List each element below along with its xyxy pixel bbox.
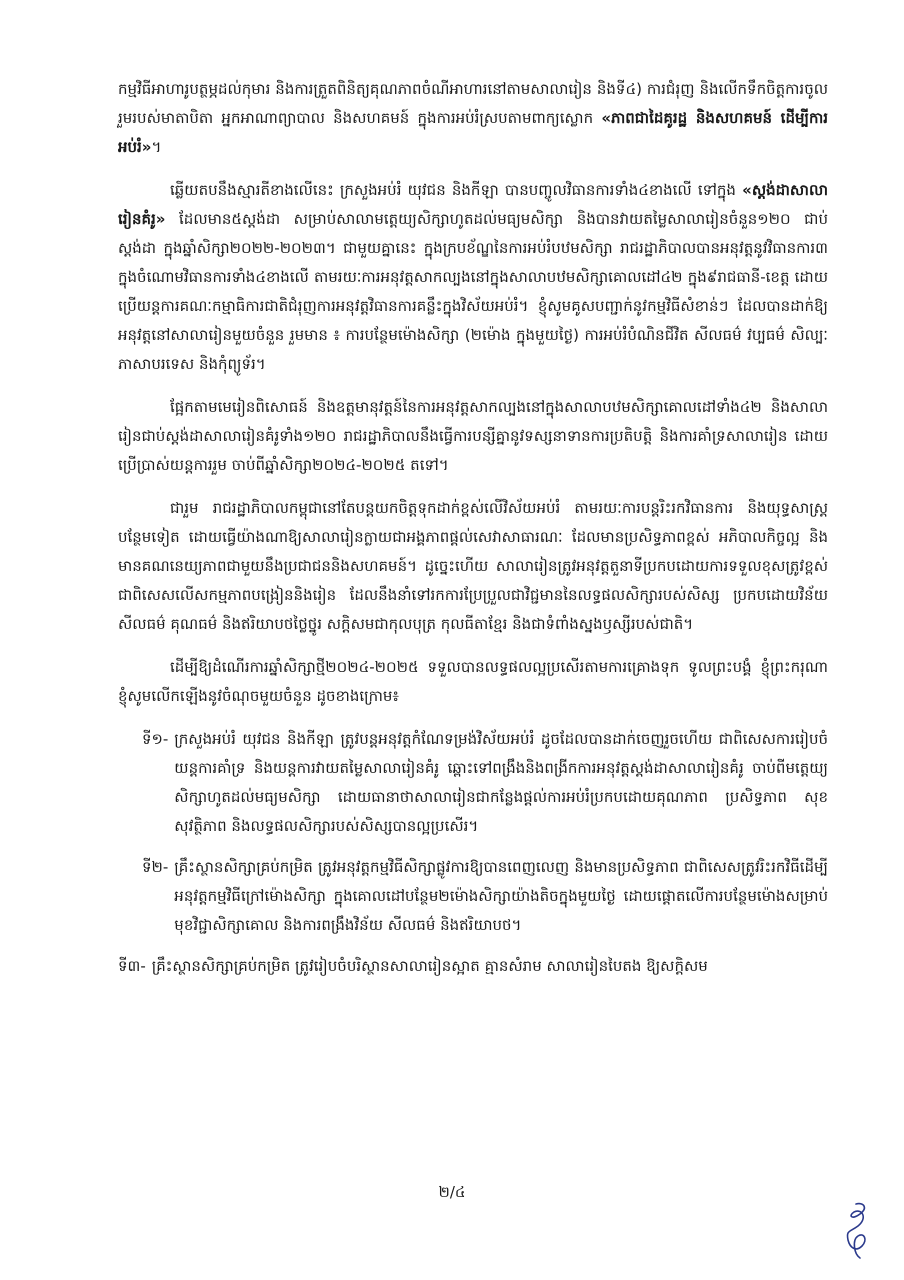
paragraph-3: ផ្អែកតាមមេរៀនពិសោធន៍ និងឧត្តមានុវត្តន៍នៃការអនុវត្តសាកល្បងនៅក្នុងសាលាបឋមសិក្សាគោលដៅទាំង៤២ និងសាលារៀនជាប់ស្តង់ដាសាលារៀនគំរូទាំង១២០ រាជរដ្ឋាភិបាលនឹងធ្វើការបន្សីគ្នានូវទស្សនាទានការប្រតិបត្តិ និងការគាំទ្រសាលារៀន ដោយប្រើប្រាស់យន្តការរួម ចាប់ពីឆ្នាំសិក្សា២០២៤-២០២៥ តទៅ។ (118, 398, 828, 474)
model-school-standard-quote: «ស្តង់ដាសាលារៀនគំរូ» (118, 181, 828, 228)
list-item-3-text: គ្រឹះស្ថានសិក្សាគ្រប់កម្រិត ត្រូវរៀបចំបរិស្ថានសាលារៀនស្អាត គ្មានសំរាម សាលារៀនបៃតង ឱ្យសក្តិសម (151, 957, 708, 975)
slogan-quote: «ភាពជាដៃគូរដ្ឋ និងសហគមន៍ ដើម្បីការអប់រំ» (118, 109, 829, 156)
list-item-3-label: ទី៣- (118, 957, 146, 975)
paragraph-2-text-c: ដែលមាន៥ស្តង់ដា សម្រាប់សាលាមត្តេយ្យសិក្សាហូតដល់មធ្យមសិក្សា និងបានវាយតម្លៃសាលារៀនចំនួន១២០ ជាប់ស្តង់ដា ក្នុងឆ្នាំសិក្សា២០២២-២០២៣។ ជាមួយគ្នានេះ ក្នុងក្របខ័ណ្ឌនៃការអប់រំបឋមសិក្សា រាជរដ្ឋាភិបាលបានអនុវត្តនូវវិធានការ៣ ក្នុងចំណោមវិធានការទាំង៤ខាងលើ តាមរយៈការអនុវត្តសាកល្បងនៅក្នុងសាលាបឋមសិក្សាគោលដៅ៤២ ក្នុង៩រាជធានី-ខេត្ត ដោយប្រើយន្តការគណៈកម្មាធិការជាតិជំរុញការអនុវត្តវិធានការគន្លឹះក្នុងវិស័យអប់រំ។ ខ្ញុំសូមគូសបញ្ជាក់នូវកម្មវិធីសំខាន់ៗ ដែលបានដាក់ឱ្យអនុវត្តនៅសាលារៀនមួយចំនួន រួមមាន ៖ ការបន្ថែមម៉ោងសិក្សា (២ម៉ោង ក្នុងមួយថ្ងៃ) ការអប់រំបំណិនជីវិត សីលធម៌ វប្បធម៌ សិល្បៈ ភាសាបរទេស និងកុំព្យូទ័រ។ (118, 210, 828, 373)
paragraph-5: ដើម្បីឱ្យដំណើរការឆ្នាំសិក្សាថ្មី២០២៤-២០២៥ ទទួលបានលទ្ធផលល្អប្រសើរតាមការគ្រោងទុក ទូលព្រះបង្គំ ខ្ញុំព្រះករុណា ខ្ញុំសូមលើកឡើងនូវចំណុចមួយចំនួន ដូចខាងក្រោម៖ (118, 658, 828, 705)
list-item-1-label: ទី១- (142, 730, 169, 748)
initials-signature-icon (838, 1200, 878, 1262)
list-item-1-text: ក្រសួងអប់រំ យុវជន និងកីឡា ត្រូវបន្តអនុវត្តកំណែទម្រង់វិស័យអប់រំ ដូចដែលបានដាក់ចេញរួចហើយ ជាពិសេសការរៀបចំយន្តការគាំទ្រ និងយន្តការវាយតម្លៃសាលារៀនគំរូ ឆ្ពោះទៅពង្រឹងនិងពង្រីកការអនុវត្តស្តង់ដាសាលារៀនគំរូ ចាប់ពីមត្តេយ្យសិក្សាហូតដល់មធ្យមសិក្សា ដោយធានាថាសាលារៀនជាកន្លែងផ្តល់ការអប់រំប្រកបដោយគុណភាព ប្រសិទ្ធភាព សុខសុវត្ថិភាព និងលទ្ធផលសិក្សារបស់សិស្សបានល្អប្រសើរ។ (174, 730, 828, 835)
paragraph-1-end: ។ (151, 138, 162, 156)
document-body (118, 75, 828, 993)
list-item-2-label: ទី២- (142, 858, 169, 876)
paragraph-1 (118, 75, 828, 162)
paragraph-2-text-a: ឆ្លើយតបនឹងស្មារតីខាងលើនេះ ក្រសួងអប់រំ យុវជន និងកីឡា បានបញ្ចូលវិធានការទាំង៤ខាងលើ ទៅក្នុង (170, 181, 743, 199)
list-item-1 (118, 725, 828, 841)
paragraph-2 (118, 176, 828, 379)
list-item-2 (118, 853, 828, 940)
list-item-3 (118, 952, 828, 981)
paragraph-4: ជារួម រាជរដ្ឋាភិបាលកម្ពុជានៅតែបន្តយកចិត្តទុកដាក់ខ្ពស់លើវិស័យអប់រំ តាមរយៈការបន្តរិះរកវិធានការ និងយុទ្ធសាស្ត្របន្ថែមទៀត ដោយធ្វើយ៉ាងណាឱ្យសាលារៀនក្លាយជាអង្គភាពផ្តល់សេវាសាធារណៈ ដែលមានប្រសិទ្ធភាពខ្ពស់ អភិបាលកិច្ចល្អ និងមានគណនេយ្យភាពជាមួយនឹងប្រជាជននិងសហគមន៍។ ដូច្នេះហើយ សាលារៀនត្រូវអនុវត្តតួនាទីប្រកបដោយការទទួលខុសត្រូវខ្ពស់ ជាពិសេសលើសកម្មភាពបង្រៀននិងរៀន ដែលនឹងនាំទៅរកការប្រែប្រួលជាវិជ្ជមាននៃលទ្ធផលសិក្សារបស់សិស្ស ប្រកបដោយវិន័យ សីលធម៌ គុណធម៌ និងឥរិយាបថថ្លៃថ្នូរ សក្តិសមជាកុលបុត្រ កុលធីតាខ្មែរ និងជាទំពាំងស្នងឫស្សីរបស់ជាតិ។ (118, 499, 828, 633)
list-item-2-text: គ្រឹះស្ថានសិក្សាគ្រប់កម្រិត ត្រូវអនុវត្តកម្មវិធីសិក្សាផ្លូវការឱ្យបានពេញលេញ និងមានប្រសិទ្ធភាព ជាពិសេសត្រូវរិះរកវិធីដើម្បីអនុវត្តកម្មវិធីក្រៅម៉ោងសិក្សា ក្នុងគោលដៅបន្ថែម២ម៉ោងសិក្សាយ៉ាងតិចក្នុងមួយថ្ងៃ ដោយផ្តោតលើការបន្ថែមម៉ោងសម្រាប់មុខវិជ្ជាសិក្សាគោល និងការពង្រឹងវិន័យ សីលធម៌ និងឥរិយាបថ។ (174, 858, 828, 934)
page-number: ២/៤ (438, 1183, 466, 1201)
paragraph-1-text: កម្មវិធីអាហារូបត្ថម្ភដល់កុមារ និងការត្រួតពិនិត្យគុណភាពចំណីអាហារនៅតាមសាលារៀន និងទី៤) ការជំរុញ និងលើកទឹកចិត្តការចូលរួមរបស់មាតាបិតា អ្នកអាណាព្យាបាល និងសហគមន៍ ក្នុងការអប់រំស្របតាមពាក្យស្លោក (118, 80, 828, 127)
